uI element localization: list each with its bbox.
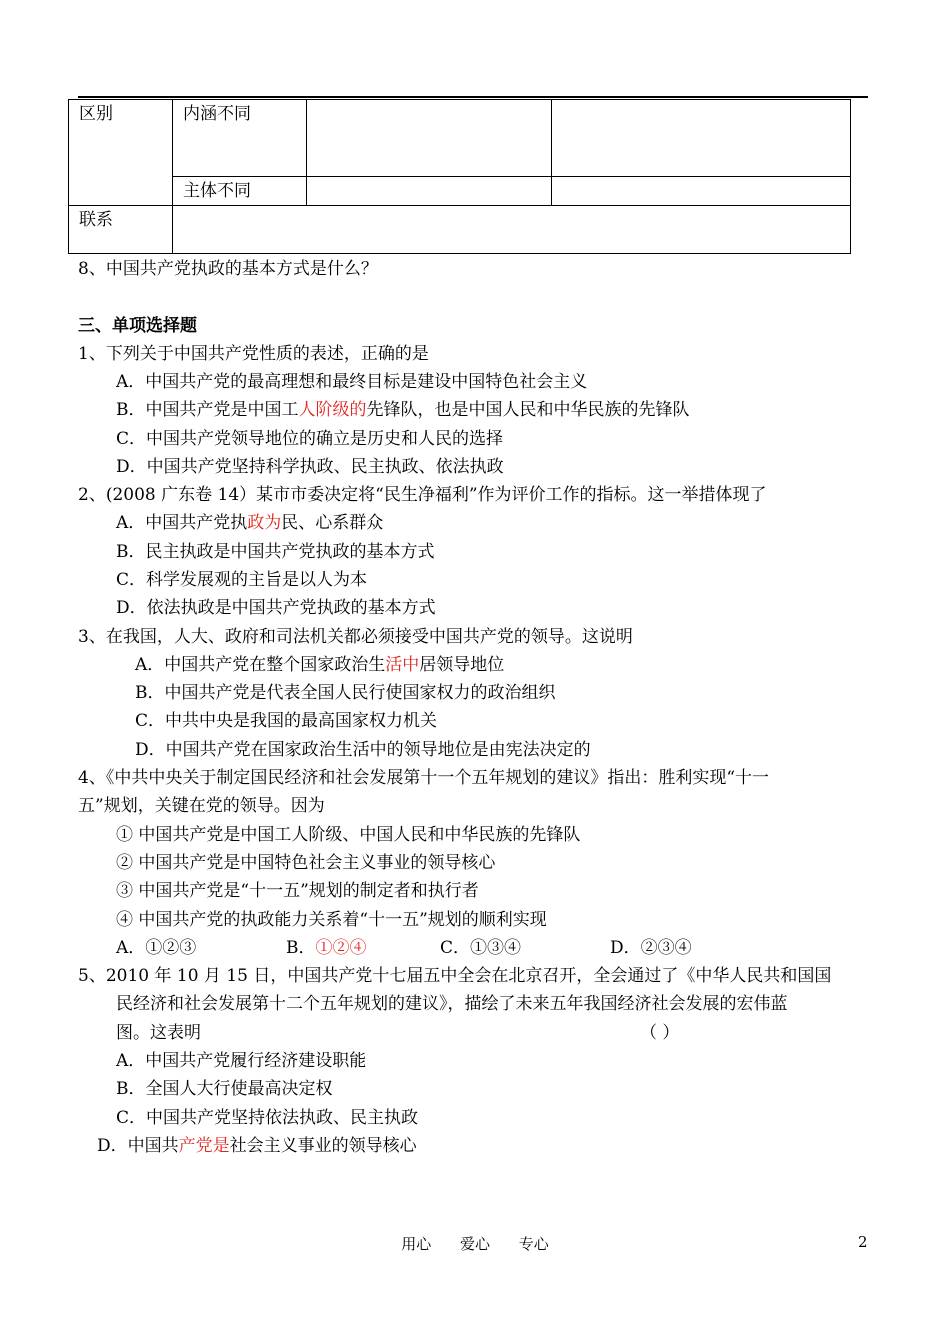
table-cell-empty xyxy=(307,100,552,177)
question-3-stem: 3、在我国，人大、政府和司法机关都必须接受中国共产党的领导。这说明 xyxy=(78,627,633,647)
question-2-option-c: C．科学发展观的主旨是以人为本 xyxy=(116,570,368,590)
question-4-statement-3: ③ 中国共产党是“十一五”规划的制定者和执行者 xyxy=(116,881,479,901)
header-rule xyxy=(78,96,868,98)
footer-word-3: 专心 xyxy=(518,1235,549,1253)
question-4-option-c: C．①③④ xyxy=(440,938,522,958)
question-1-option-c: C．中国共产党领导地位的确立是历史和人民的选择 xyxy=(116,429,504,449)
page-footer xyxy=(0,1233,950,1254)
table-cell-distinction: 区别 xyxy=(69,100,173,206)
question-2-option-a: A．中国共产党执政为民、心系群众 xyxy=(116,513,384,533)
table-cell-empty xyxy=(173,206,851,254)
question-3-option-a: A．中国共产党在整个国家政治生活中居领导地位 xyxy=(135,655,505,675)
section-heading: 三、单项选择题 xyxy=(78,316,197,336)
table-cell-connotation: 内涵不同 xyxy=(173,100,307,177)
question-5-answer-paren: （ ） xyxy=(640,1023,680,1043)
question-1-stem: 1、下列关于中国共产党性质的表述，正确的是 xyxy=(78,344,429,364)
question-4-option-b: B．①②④ xyxy=(286,938,367,958)
table-cell-empty xyxy=(552,100,851,177)
question-5-option-d: D．中国共产党是社会主义事业的领导核心 xyxy=(97,1136,417,1156)
question-3-option-b: B．中国共产党是代表全国人民行使国家权力的政治组织 xyxy=(135,683,556,703)
question-5-option-c: C．中国共产党坚持依法执政、民主执政 xyxy=(116,1108,419,1128)
page-number: 2 xyxy=(858,1233,868,1251)
question-5-stem-line1: 5、2010 年 10 月 15 日，中国共产党十七届五中全会在北京召开，全会通过了《中华人民共和国国 xyxy=(78,966,832,986)
question-5-stem-line3: 图。这表明 xyxy=(116,1023,201,1043)
table-cell-subject: 主体不同 xyxy=(173,177,307,206)
question-2-stem: 2、(2008 广东卷 14）某市市委决定将“民生净福利”作为评价工作的指标。这一举措体现了 xyxy=(78,485,767,505)
question-1-option-a: A．中国共产党的最高理想和最终目标是建设中国特色社会主义 xyxy=(116,372,588,392)
question-5-stem-line2: 民经济和社会发展第十二个五年规划的建议》，描绘了未来五年我国经济社会发展的宏伟蓝 xyxy=(116,994,788,1014)
question-4-statement-1: ① 中国共产党是中国工人阶级、中国人民和中华民族的先锋队 xyxy=(116,825,581,845)
table-cell-connection: 联系 xyxy=(69,206,173,254)
footer-word-1: 用心 xyxy=(401,1235,432,1253)
question-1-option-b: B．中国共产党是中国工人阶级的先锋队，也是中国人民和中华民族的先锋队 xyxy=(116,400,690,420)
question-4-option-d: D．②③④ xyxy=(610,938,692,958)
footer-word-2: 爱心 xyxy=(459,1235,490,1253)
table-cell-empty xyxy=(307,177,552,206)
question-1-option-d: D．中国共产党坚持科学执政、民主执政、依法执政 xyxy=(116,457,504,477)
table-cell-empty xyxy=(552,177,851,206)
question-3-option-d: D．中国共产党在国家政治生活中的领导地位是由宪法决定的 xyxy=(135,740,591,760)
question-4-stem-line1: 4、《中共中央关于制定国民经济和社会发展第十一个五年规划的建议》指出：胜利实现“十一 xyxy=(78,768,770,788)
question-2-option-b: B．民主执政是中国共产党执政的基本方式 xyxy=(116,542,435,562)
question-4-option-a: A．①②③ xyxy=(116,938,197,958)
question-4-statement-4: ④ 中国共产党的执政能力关系着“十一五”规划的顺利实现 xyxy=(116,910,547,930)
question-5-option-a: A．中国共产党履行经济建设职能 xyxy=(116,1051,367,1071)
comparison-table xyxy=(68,99,851,254)
question-5-option-b: B．全国人大行使最高决定权 xyxy=(116,1079,333,1099)
question-2-option-d: D．依法执政是中国共产党执政的基本方式 xyxy=(116,598,436,618)
question-8: 8、中国共产党执政的基本方式是什么？ xyxy=(78,259,378,279)
question-4-statement-2: ② 中国共产党是中国特色社会主义事业的领导核心 xyxy=(116,853,496,873)
question-4-stem-line2: 五”规划，关键在党的领导。因为 xyxy=(78,796,325,816)
question-3-option-c: C．中共中央是我国的最高国家权力机关 xyxy=(135,711,438,731)
